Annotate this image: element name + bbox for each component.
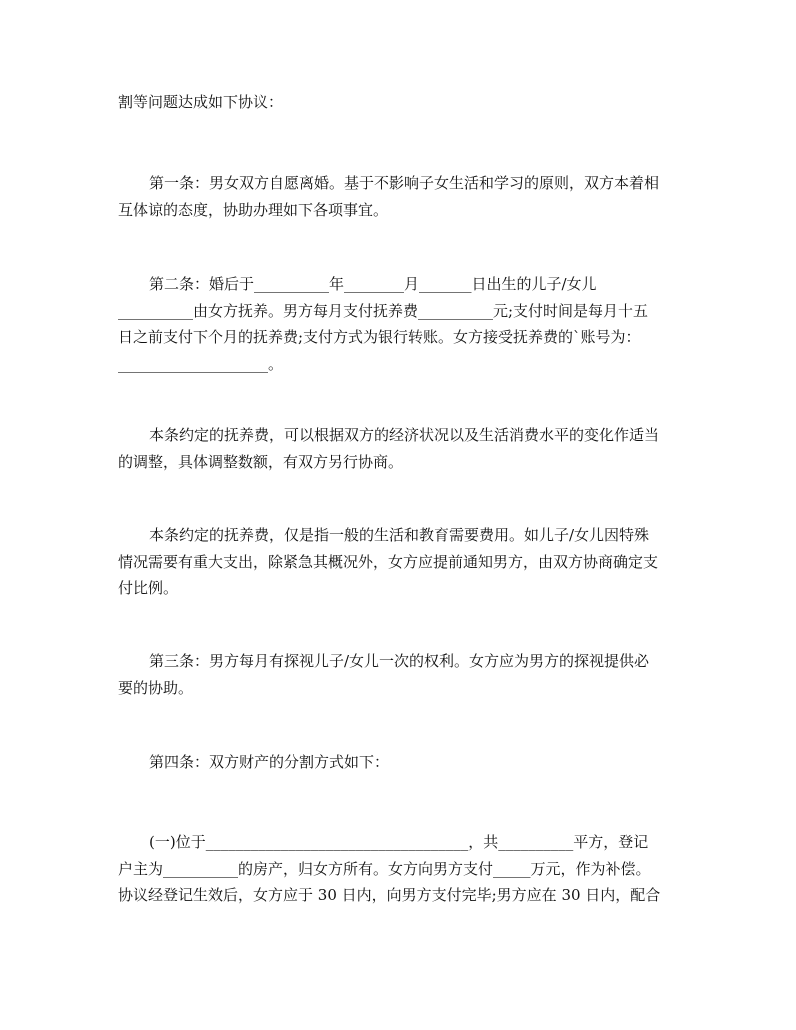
- text-line: 本条约定的抚养费，仅是指一般的生活和教育需要费用。如儿子/女儿因特殊: [149, 526, 650, 544]
- text-line: __________由女方抚养。男方每月支付抚养费__________元;支付时间是每月十五: [118, 301, 649, 320]
- text-line: 要的协助。: [118, 678, 194, 697]
- paragraph-article-1: [118, 170, 678, 223]
- paragraph-article-3: [118, 648, 678, 701]
- paragraph-article-2: [118, 271, 678, 377]
- text-line: 互体谅的态度，协助办理如下各项事宜。: [118, 200, 389, 219]
- text-line: 第一条：男女双方自愿离婚。基于不影响子女生活和学习的原则，双方本着相: [149, 174, 660, 192]
- text-line: 第二条：婚后于__________年________月_______日出生的儿子/女儿: [149, 275, 597, 293]
- paragraph-support-adjustment: [118, 422, 678, 475]
- paragraph-intro: [118, 89, 678, 116]
- text-line: 情况需要有重大支出，除紧急其概况外，女方应提前通知男方，由双方协商确定支: [118, 552, 659, 571]
- text-line: 割等问题达成如下协议：: [118, 93, 284, 111]
- text-line: 协议经登记生效后，女方应于 30 日内，向男方支付完毕;男方应在 30 日内，配合: [118, 886, 661, 904]
- text-line: 的调整，具体调整数额，有双方另行协商。: [118, 452, 404, 471]
- text-line: 第三条：男方每月有探视儿子/女儿一次的权利。女方应为男方的探视提供必: [149, 652, 650, 670]
- text-line: 日之前支付下个月的抚养费;支付方式为银行转账。女方接受抚养费的`账号为：: [118, 328, 641, 346]
- paragraph-article-4: [118, 749, 678, 776]
- text-line: 第四条：双方财产的分割方式如下：: [149, 753, 390, 771]
- text-line: 付比例。: [118, 579, 179, 597]
- text-line: (一)位于___________________________________，共__________平方，登记: [149, 833, 649, 851]
- paragraph-property-1: [118, 829, 678, 909]
- paragraph-support-scope: [118, 522, 678, 602]
- text-line: 本条约定的抚养费，可以根据双方的经济状况以及生活消费水平的变化作适当: [149, 426, 660, 444]
- text-line: 户主为__________的房产，归女方所有。女方向男方支付_____万元，作为补偿。: [118, 859, 651, 878]
- text-line: ____________________。: [118, 354, 284, 373]
